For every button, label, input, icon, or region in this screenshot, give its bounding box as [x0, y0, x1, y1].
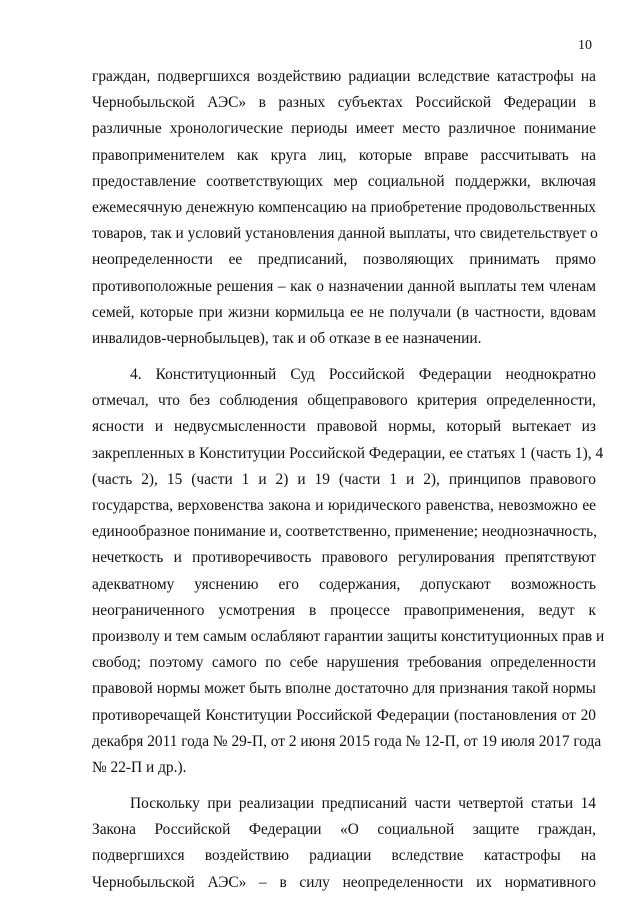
paragraph-gap [92, 352, 596, 362]
text-line: правовой нормы может быть вполне достаточно для признания такой нормы [92, 680, 596, 698]
text-line: неопределенности ее предписаний, позволяющих принимать прямо [92, 251, 596, 269]
document-body [92, 64, 605, 896]
text-line: № 22-П и др.). [92, 758, 187, 776]
text-line: (часть 2), 15 (части 1 и 2) и 19 (части 1 и 2), принципов правового [92, 470, 596, 488]
text-line: инвалидов-чернобыльцев), так и об отказе в ее назначении. [92, 329, 482, 347]
text-line: ясности и недвусмысленности правовой нормы, который вытекает из [92, 418, 596, 436]
paragraph [92, 791, 596, 896]
text-line: 4. Конституционный Суд Российской Федерации неоднократно [130, 366, 596, 384]
text-line: Чернобыльской АЭС» – в силу неопределенности их нормативного [92, 873, 596, 891]
page-number: 10 [578, 38, 592, 53]
text-line: правоприменителем как круга лиц, которые вправе рассчитывать на [92, 146, 596, 164]
text-line: государства, верховенства закона и юридического равенства, невозможно ее [92, 497, 596, 514]
text-line: различные хронологические периоды имеет место различное понимание [92, 120, 596, 138]
text-line: товаров, так и условий установления данной выплаты, что свидетельствует о [92, 225, 598, 243]
paragraph-gap [92, 781, 596, 791]
text-line: произволу и тем самым ослабляют гарантии защиты конституционных прав и [92, 627, 605, 645]
text-line: отмечал, что без соблюдения общеправового критерия определенности, [92, 392, 596, 410]
paragraph [92, 64, 596, 352]
text-line: единообразное понимание и, соответственно, применение; неоднозначность, [92, 523, 597, 541]
text-line: граждан, подвергшихся воздействию радиации вследствие катастрофы на [92, 68, 596, 85]
text-line: неограниченного усмотрения в процессе правоприменения, ведут к [92, 601, 596, 619]
text-line: декабря 2011 года № 29-П, от 2 июня 2015 года № 12-П, от 19 июля 2017 года [92, 732, 602, 750]
text-line: противоречащей Конституции Российской Федерации (постановления от 20 [92, 706, 596, 724]
text-line: закрепленных в Конституции Российской Федерации, ее статьях 1 (часть 1), 4 [92, 444, 604, 462]
text-line: адекватному уяснению его содержания, допускают возможность [92, 575, 596, 593]
text-line: подвергшихся воздействию радиации вследствие катастрофы на [92, 847, 596, 865]
text-line: Закона Российской Федерации «О социальной защите граждан, [92, 821, 596, 839]
paragraph [92, 362, 605, 781]
text-line: Чернобыльской АЭС» в разных субъектах Российской Федерации в [92, 94, 596, 112]
text-line: предоставление соответствующих мер социальной поддержки, включая [92, 172, 596, 190]
text-line: семей, которые при жизни кормильца ее не получали (в частности, вдовам [92, 303, 596, 321]
text-line: свобод; поэтому самого по себе нарушения требования определенности [92, 654, 596, 672]
text-line: ежемесячную денежную компенсацию на приобретение продовольственных [92, 198, 596, 216]
text-line: противоположные решения – как о назначении данной выплаты тем членам [92, 277, 596, 295]
text-line: нечеткость и противоречивость правового регулирования препятствуют [92, 549, 596, 567]
text-line: Поскольку при реализации предписаний части четвертой статьи 14 [130, 795, 596, 813]
